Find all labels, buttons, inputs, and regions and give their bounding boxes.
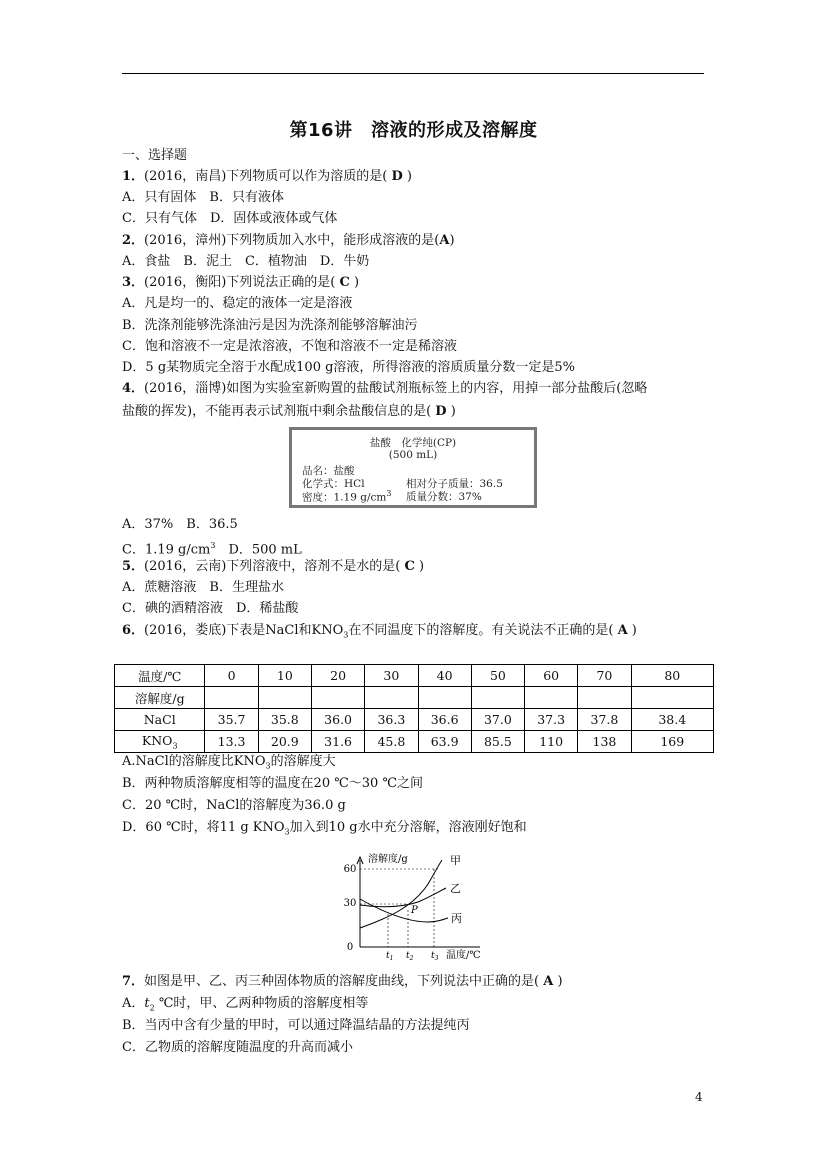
option-text: 的溶解度大 [270,754,336,769]
option-line: B．两种物质溶解度相等的温度在20 ℃～30 ℃之间 [122,776,423,791]
option-line [122,819,527,842]
x-tick-label [386,951,393,962]
x-axis-label: 温度/℃ [446,950,481,961]
table-cell: 30 [365,665,418,687]
table-cell [365,687,418,709]
table-cell: 36.3 [365,709,418,731]
table-cell: 45.8 [365,731,418,753]
answer: A [439,233,450,248]
table-cell: 138 [578,731,631,753]
question-4-cont [122,403,456,421]
question-stem: (2016，淄博)如图为实验室新购置的盐酸试剂瓶标签上的内容，用掉一部分盐酸后(忽略 [144,381,648,396]
table-cell: 37.0 [471,709,524,731]
subscript: 2 [149,1003,155,1013]
table-cell: 溶解度/g [115,687,205,709]
option-line: A．只有固体 B．只有液体 [122,190,284,205]
option-line: C．只有气体 D．固体或液体或气体 [122,211,338,226]
option-line [122,537,302,559]
paren-close: ) [449,233,455,248]
label-name: 品名：盐酸 [302,465,355,477]
table-header-row [115,665,714,687]
table-cell: 80 [631,665,713,687]
question-number: 7． [122,974,145,989]
question-stem: (2016，衡阳)下列说法正确的是( [144,275,336,290]
table-cell: 0 [205,665,258,687]
paren-close: ) [354,275,360,290]
x-tick-label [431,951,439,962]
question-stem: (2016，云南)下列溶液中，溶剂不是水的是( [144,559,401,574]
option-line: C．碘的酒精溶液 D．稀盐酸 [122,601,299,616]
question-stem: 盐酸的挥发)，不能再表示试剂瓶中剩余盐酸信息的是( [122,404,432,419]
label-formula: 化学式：HCl [302,478,365,490]
option-sup: 3 [210,541,216,550]
point-label-p: P [411,905,418,916]
question-number: 1． [122,169,145,184]
option-text: ℃时，甲、乙两种物质的溶解度相等 [154,996,369,1011]
option-line [122,995,368,1018]
table-cell: NaCl [115,709,205,731]
series-line-bing [360,899,448,922]
option-text: 加入到10 g水中充分溶解，溶液刚好饱和 [289,820,527,835]
table-cell [311,687,364,709]
table-cell: 35.8 [258,709,311,731]
table-cell: 36.6 [418,709,471,731]
option-line: A．37% B．36.5 [122,517,238,532]
paren-close: ) [406,169,412,184]
option-line: C．饱和溶液不一定是浓溶液，不饱和溶液不一定是稀溶液 [122,339,457,354]
option-text: A.NaCl的溶解度比KNO [122,754,266,769]
question-2 [122,232,455,250]
x-tick-label [406,951,414,962]
table-cell [205,687,258,709]
density-text: 密度：1.19 g/cm [302,491,387,504]
x-tick-t: t [431,951,435,961]
paren-close: ) [631,623,637,638]
question-1 [122,168,412,186]
series-label-jia: 甲 [450,854,461,867]
table-cell [258,687,311,709]
table-cell: 50 [471,665,524,687]
table-cell [471,687,524,709]
x-tick-t: t [386,951,390,961]
section-heading: 一、选择题 [122,148,188,163]
answer: C [404,559,415,574]
series-label-yi: 乙 [450,882,461,895]
label-title: 盐酸 化学纯(CP) [369,437,457,449]
question-4 [122,380,647,398]
answer: D [391,169,403,184]
option-line: A．食盐 B．泥土 C．植物油 D．牛奶 [122,254,370,269]
table-cell: 40 [418,665,471,687]
page-title: 第16讲 溶液的形成及溶解度 [289,120,538,141]
option-text: A． [122,996,145,1011]
x-tick-sub: 1 [389,955,394,962]
table-cell [418,687,471,709]
question-5 [122,558,424,576]
x-tick-sub: 3 [434,955,439,962]
table-cell: 38.4 [631,709,713,731]
table-cell: 13.3 [205,731,258,753]
answer: A [617,623,628,638]
solubility-curve-chart [338,852,488,962]
option-line: C．20 ℃时，NaCl的溶解度为36.0 g [122,798,346,813]
table-cell [631,687,713,709]
series-label-bing: 丙 [451,912,462,925]
y-tick-label: 0 [346,942,354,953]
question-6 [122,622,637,645]
table-row [115,687,714,709]
question-number: 4． [122,381,145,396]
option-line: C．乙物质的溶解度随温度的升高而减小 [122,1040,353,1055]
label-molar-mass: 相对分子质量：36.5 [406,478,503,490]
table-cell: 60 [525,665,578,687]
option-line: A．蔗糖溶液 B．生理盐水 [122,580,284,595]
question-number: 5． [122,559,145,574]
answer: D [435,404,447,419]
table-row [115,709,714,731]
table-cell: 37.8 [578,709,631,731]
table-cell [115,731,205,753]
x-tick-sub: 2 [409,955,414,962]
paren-close: ) [450,404,456,419]
paren-close: ) [557,974,563,989]
table-cell: 37.3 [525,709,578,731]
option-line: B．洗涤剂能够洗涤油污是因为洗涤剂能够溶解油污 [122,318,418,333]
table-row [115,731,714,753]
option-line: D．5 g某物质完全溶于水配成100 g溶液，所得溶液的溶质质量分数一定是5% [122,360,576,375]
solubility-table [114,664,714,753]
question-stem: (2016，娄底)下表是NaCl和KNO [144,623,344,638]
option-text: C．1.19 g/cm [122,542,211,558]
table-cell: 温度/℃ [115,665,205,687]
label-density [302,489,391,505]
page-number: 4 [695,1090,703,1104]
table-cell: 85.5 [471,731,524,753]
table-cell: 10 [258,665,311,687]
table-cell: 20 [311,665,364,687]
cell-text: KNO [141,732,173,748]
table-cell: 31.6 [311,731,364,753]
question-stem: 在不同温度下的溶解度。有关说法不正确的是( [348,623,614,638]
subscript: 3 [172,741,178,751]
question-stem: (2016，南昌)下列物质可以作为溶质的是( [144,169,388,184]
y-axis-label: 溶解度/g [368,854,408,865]
question-stem: (2016，漳州)下列物质加入水中，能形成溶液的是( [144,233,440,248]
density-sup: 3 [386,489,392,498]
subscript: 3 [343,630,349,640]
table-cell [525,687,578,709]
y-tick-label: 30 [343,898,357,909]
option-text: D．60 ℃时，将11 g KNO [122,820,285,835]
subscript: 3 [265,761,271,771]
table-cell: 169 [631,731,713,753]
table-cell: 20.9 [258,731,311,753]
question-number: 3． [122,275,145,290]
option-text: D．500 mL [215,542,302,558]
table-cell: 70 [578,665,631,687]
option-line [122,753,336,776]
question-stem: 如图是甲、乙、丙三种固体物质的溶解度曲线，下列说法中正确的是( [144,974,540,989]
question-number: 6． [122,623,145,638]
table-cell: 35.7 [205,709,258,731]
subscript: 3 [284,827,290,837]
question-number: 2． [122,233,145,248]
x-tick-t: t [406,951,410,961]
paren-close: ) [419,559,425,574]
option-line: B．当丙中含有少量的甲时，可以通过降温结晶的方法提纯丙 [122,1018,470,1033]
header-rule [122,73,704,74]
question-3 [122,274,359,292]
table-cell: 36.0 [311,709,364,731]
label-volume: (500 mL) [388,449,438,461]
reagent-label [289,427,537,508]
question-7 [122,973,563,991]
variable-t: t [144,996,150,1011]
label-mass-fraction: 质量分数：37% [406,491,482,503]
answer: A [543,974,554,989]
table-cell [578,687,631,709]
table-cell: 63.9 [418,731,471,753]
option-line: A．凡是均一的、稳定的液体一定是溶液 [122,296,353,311]
table-cell: 110 [525,731,578,753]
answer: C [339,275,350,290]
y-tick-label: 60 [343,864,357,875]
